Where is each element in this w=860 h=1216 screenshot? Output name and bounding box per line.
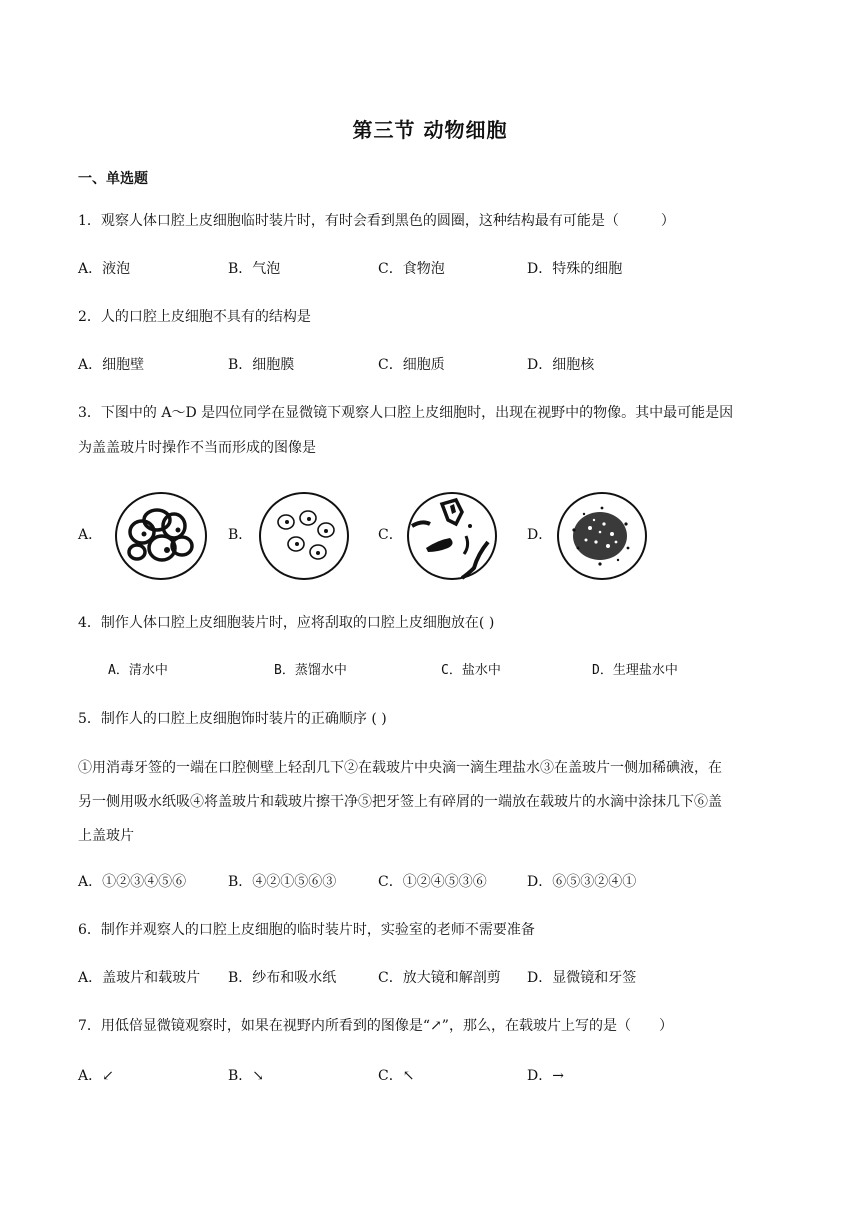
question-7-options bbox=[78, 1066, 798, 1086]
option-d: D．特殊的细胞 bbox=[527, 261, 623, 277]
section-heading: 一、单选题 bbox=[78, 171, 148, 187]
question-7-stem: 7．用低倍显微镜观察时，如果在视野内所看到的图像是“↗”，那么，在载玻片上写的是（ ） bbox=[78, 1018, 673, 1034]
microscope-view-d-image bbox=[554, 490, 650, 582]
option-b: B．↘ bbox=[228, 1068, 265, 1084]
question-5-body-line-2: 另一侧用吸水纸吸④将盖玻片和载玻片擦干净⑤把牙签上有碎屑的一端放在载玻片的水滴中涂抹几下⑥盖 bbox=[78, 794, 722, 810]
question-1-options bbox=[78, 259, 798, 279]
option-a: A．盖玻片和载玻片 bbox=[78, 970, 201, 986]
option-b: B．纱布和吸水纸 bbox=[228, 970, 337, 986]
option-d: D．细胞核 bbox=[527, 357, 595, 373]
option-c: C．细胞质 bbox=[378, 357, 445, 373]
page-title: 第三节 动物细胞 bbox=[352, 118, 508, 142]
option-a: A．①②③④⑤⑥ bbox=[78, 874, 187, 890]
option-d: D．→ bbox=[527, 1068, 564, 1084]
question-5-options bbox=[78, 872, 798, 892]
option-a: A．清水中 bbox=[108, 663, 168, 678]
question-2-options bbox=[78, 355, 798, 375]
option-b: B．④②①⑤⑥③ bbox=[228, 874, 337, 890]
question-6-options bbox=[78, 968, 798, 988]
microscope-view-c-image bbox=[404, 490, 500, 582]
microscope-view-b-image bbox=[256, 490, 352, 582]
option-a: A．液泡 bbox=[78, 261, 131, 277]
microscope-view-a-image bbox=[112, 490, 210, 582]
option-c: C．①②④⑤③⑥ bbox=[378, 874, 487, 890]
option-b-label: B． bbox=[228, 527, 253, 543]
option-b: B．蒸馏水中 bbox=[274, 663, 347, 678]
question-3-stem-line-2: 为盖盖玻片时操作不当而形成的图像是 bbox=[78, 440, 316, 456]
option-a-label: A． bbox=[78, 527, 103, 543]
option-b: B．气泡 bbox=[228, 261, 281, 277]
question-5-body-line-1: ①用消毒牙签的一端在口腔侧壁上轻刮几下②在载玻片中央滴一滴生理盐水③在盖玻片一侧加稀碘液，在 bbox=[78, 760, 722, 776]
option-d: D．显微镜和牙签 bbox=[527, 970, 637, 986]
question-3-stem-line-1: 3．下图中的 A～D 是四位同学在显微镜下观察人口腔上皮细胞时，出现在视野中的物像。其中最可能是因 bbox=[78, 405, 734, 421]
question-1-stem: 1．观察人体口腔上皮细胞临时装片时，有时会看到黑色的圆圈，这种结构最有可能是（ ） bbox=[78, 213, 675, 229]
option-d: D．⑥⑤③②④① bbox=[527, 874, 637, 890]
question-5-body-line-3: 上盖玻片 bbox=[78, 828, 134, 844]
question-6-stem: 6．制作并观察人的口腔上皮细胞的临时装片时，实验室的老师不需要准备 bbox=[78, 922, 535, 938]
question-5-stem: 5．制作人的口腔上皮细胞饰时装片的正确顺序 ( ) bbox=[78, 711, 387, 727]
option-a: A．细胞壁 bbox=[78, 357, 145, 373]
option-c: C．放大镜和解剖剪 bbox=[378, 970, 501, 986]
question-4-stem: 4．制作人体口腔上皮细胞装片时，应将刮取的口腔上皮细胞放在( ) bbox=[78, 615, 495, 631]
option-c-label: C． bbox=[378, 527, 403, 543]
option-c: C．盐水中 bbox=[441, 663, 501, 678]
option-d: D．生理盐水中 bbox=[592, 663, 678, 678]
option-b: B．细胞膜 bbox=[228, 357, 295, 373]
option-c: C．食物泡 bbox=[378, 261, 445, 277]
option-c: C．↖ bbox=[378, 1068, 415, 1084]
option-d-label: D． bbox=[527, 527, 553, 543]
question-4-options bbox=[108, 661, 828, 681]
option-a: A．↙ bbox=[78, 1068, 114, 1084]
question-2-stem: 2．人的口腔上皮细胞不具有的结构是 bbox=[78, 309, 311, 325]
